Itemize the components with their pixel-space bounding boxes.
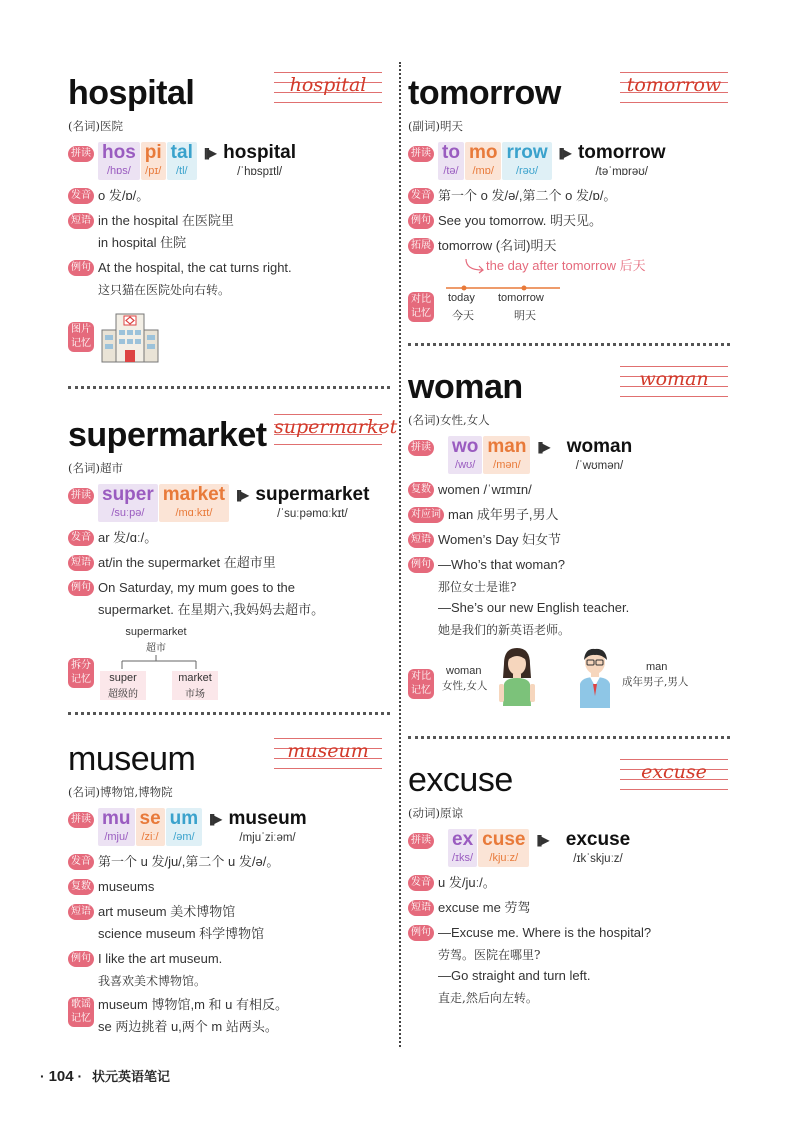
syllable: man /mən/ [483, 436, 530, 474]
headword: tomorrow [408, 74, 561, 112]
book-title: 状元英语笔记 [92, 1069, 171, 1084]
arrow-icon: |||▶ [203, 146, 216, 160]
handwritten-word: tomorrow [620, 68, 728, 106]
tag-compare-memory: 对比记忆 [408, 292, 434, 322]
part-of-speech: (副词)明天 [408, 119, 463, 133]
tag-pinyin: 拼读 [408, 440, 434, 456]
tag-rhyme-memory: 歌谣记忆 [68, 997, 94, 1027]
syllable: market /mɑːkɪt/ [159, 484, 229, 522]
syllable-breakdown [408, 142, 730, 180]
arrow-icon: |||▶ [236, 488, 248, 502]
tag-phrase: 短语 [408, 900, 434, 916]
tag-example: 例句 [408, 557, 434, 573]
tag-pronunciation: 发音 [408, 875, 434, 891]
headword: excuse [408, 761, 513, 799]
tag-pronunciation: 发音 [68, 854, 94, 870]
arrow-icon: |||▶ [536, 833, 548, 847]
tag-example: 例句 [68, 580, 94, 596]
curved-arrow-icon [464, 258, 486, 274]
headword: woman [408, 368, 523, 406]
entry-excuse: excuse excuse (动词)原谅 拼读 ex /ɪks/ cuse /kjuːz/ |||▶ excuse /ɪkˈskjuːz/ 发音 u 发/juː/。 短语 excuse me 劳驾 例句 —Excuse me. Where is the hospital? 劳驾。医院在哪里? —Go straight and turn left. 直走,然后向左转。 [408, 763, 730, 1006]
entry-supermarket: supermarket supermarket (名词)超市 拼读 super /suːpə/ market /mɑːkɪt/ |||▶ supermarket /ˈsuːpəmɑːkɪt/ 发音 ar 发/ɑː/。 短语 at/in the supermarket 在超市里 例句 On Saturday, my mum goes to the supermarket. 在星期六,我妈妈去超市。 拆分记忆 supermarket 超市 super 超级的 market 市场 [68, 418, 386, 703]
tag-pinyin: 拼读 [68, 812, 94, 828]
tag-compare-memory: 对比记忆 [408, 669, 434, 699]
section-separator [68, 386, 390, 389]
woman-figure-icon [494, 644, 540, 710]
entry-woman: woman woman (名词)女性,女人 拼读 wo /wʊ/ man /mən/ |||▶ woman /ˈwʊmən/ 复数 women /ˈwɪmɪn/ 对应词 man 成年男子,男人 短语 Women’s Day 妇女节 例句 —Who’s that woman? 那位女士是谁? —She’s our new English teacher. 她是我们的新英语老师。 对比记忆 woman 女性,女人 man 成年男子,男人 [408, 370, 730, 714]
headword: hospital [68, 74, 195, 112]
section-separator [68, 712, 390, 715]
timeline-compare: 对比记忆 today tomorrow 今天 明天 [408, 283, 730, 331]
tag-pinyin: 拼读 [68, 488, 94, 504]
full-word: supermarket /ˈsuːpəmɑːkɪt/ [255, 484, 370, 520]
page-number: 104 [48, 1068, 74, 1085]
syllable-breakdown [68, 142, 386, 180]
full-word: tomorrow /təˈmɒrəʊ/ [577, 142, 666, 178]
section-separator [408, 343, 730, 346]
tag-phrase: 短语 [68, 213, 94, 229]
handwritten-word: excuse [620, 755, 728, 793]
syllable: super /suːpə/ [98, 484, 158, 522]
syllable: to /tə/ [438, 142, 464, 180]
section-separator [408, 736, 730, 739]
page-footer: · 104 · 状元英语笔记 [40, 1068, 171, 1085]
full-word: hospital /ˈhɒspɪtl/ [223, 142, 297, 178]
timeline-line [444, 283, 564, 293]
syllable: cuse /kjuːz/ [478, 829, 529, 867]
tag-phrase: 短语 [68, 904, 94, 920]
syllable: wo /wʊ/ [448, 436, 482, 474]
syllable-breakdown [68, 808, 386, 846]
part-of-speech: (名词)医院 [68, 119, 123, 133]
tag-pinyin: 拼读 [408, 833, 434, 849]
handwritten-word: museum [274, 734, 382, 772]
full-word: excuse /ɪkˈskjuːz/ [565, 829, 631, 865]
handwritten-word: woman [620, 362, 728, 400]
tag-plural: 复数 [408, 482, 434, 498]
syllable-breakdown [408, 829, 730, 867]
tree-root: supermarket 超市 [125, 626, 187, 654]
tag-plural: 复数 [68, 879, 94, 895]
part-of-speech: (名词)超市 [68, 461, 123, 475]
part-of-speech: (动词)原谅 [408, 806, 463, 820]
part-of-speech: (名词)女性,女人 [408, 413, 490, 427]
tag-picture-memory: 图片记忆 [68, 322, 94, 352]
tag-counterpart: 对应词 [408, 507, 444, 523]
tag-phrase: 短语 [68, 555, 94, 571]
hospital-building-icon [98, 308, 162, 364]
arrow-icon: |||▶ [209, 812, 221, 826]
arrow-icon: |||▶ [558, 146, 570, 160]
part-of-speech: (名词)博物馆,博物院 [68, 785, 173, 799]
handwritten-word: supermarket [274, 410, 382, 448]
syllable: hos /hɒs/ [98, 142, 140, 180]
compare-memory: 对比记忆 woman 女性,女人 man 成年男子,男人 [408, 644, 730, 714]
tag-pronunciation: 发音 [68, 188, 94, 204]
syllable: tal /tl/ [167, 142, 197, 180]
syllable: se /ziː/ [136, 808, 165, 846]
syllable: ex /ɪks/ [448, 829, 477, 867]
tag-pinyin: 拼读 [68, 146, 94, 162]
syllable: mo /mɒ/ [465, 142, 502, 180]
syllable-breakdown [408, 436, 730, 474]
tag-example: 例句 [68, 260, 94, 276]
tag-pinyin: 拼读 [408, 146, 434, 162]
tag-example: 例句 [408, 213, 434, 229]
entry-museum: museum museum (名词)博物馆,博物院 拼读 mu /mju/ se /ziː/ um /əm/ |||▶ museum /mjuˈziːəm/ 发音 第一个 u 发/ju/,第二个 u 发/ə/。 复数 museums 短语 art museum 美术博物馆 science museum 科学博物馆 例句 I like the art museum. 我喜欢美术博物馆。 歌谣记忆 museum 博物馆,m 和 u 有相反。 se 两边挑着 u,两个 m 站两头。 [68, 742, 386, 1036]
syllable: mu /mju/ [98, 808, 135, 846]
syllable: pi /pɪ/ [141, 142, 166, 180]
tag-pronunciation: 发音 [68, 530, 94, 546]
split-memory [68, 625, 386, 703]
handwritten-word: hospital [274, 68, 382, 106]
full-word: museum /mjuˈziːəm/ [228, 808, 307, 844]
headword: museum [68, 740, 196, 778]
tree-part-a: super 超级的 [100, 671, 146, 700]
arrow-icon: |||▶ [537, 440, 549, 454]
entry-hospital: hospital hospital (名词)医院 拼读 hos /hɒs/ pi /pɪ/ tal /tl/ |||▶ hospital /ˈhɒspɪtl/ 发音 o 发/ɒ/。 短语 in the hospital 在医院里 in hospital 住院 例句 At the hospital, the cat turns right. 这只猫在医院处向右转。 图片记忆 [68, 76, 386, 364]
headword: supermarket [68, 416, 267, 454]
tag-example: 例句 [68, 951, 94, 967]
tag-pronunciation: 发音 [408, 188, 434, 204]
tree-part-b: market 市场 [172, 671, 218, 700]
tag-phrase: 短语 [408, 532, 434, 548]
syllable: um /əm/ [166, 808, 203, 846]
tag-extension: 拓展 [408, 238, 434, 254]
tree-branch-lines [108, 655, 218, 671]
syllable: rrow /rəʊ/ [502, 142, 551, 180]
full-word: woman /ˈwʊmən/ [566, 436, 633, 472]
syllable-breakdown [68, 484, 386, 522]
tag-split-memory: 拆分记忆 [68, 658, 94, 688]
man-figure-icon [572, 646, 618, 710]
tag-example: 例句 [408, 925, 434, 941]
entry-tomorrow: tomorrow tomorrow (副词)明天 拼读 to /tə/ mo /mɒ/ rrow /rəʊ/ |||▶ tomorrow /təˈmɒrəʊ/ 发音 第一个 o 发/ə/,第二个 o 发/ɒ/。 例句 See you tomorrow. 明天见。 拓展 tomorrow (名词)明天 the day after tomorrow 后天 对比记忆 today tomorrow 今天 明天 [408, 76, 730, 331]
column-divider [399, 62, 401, 1047]
